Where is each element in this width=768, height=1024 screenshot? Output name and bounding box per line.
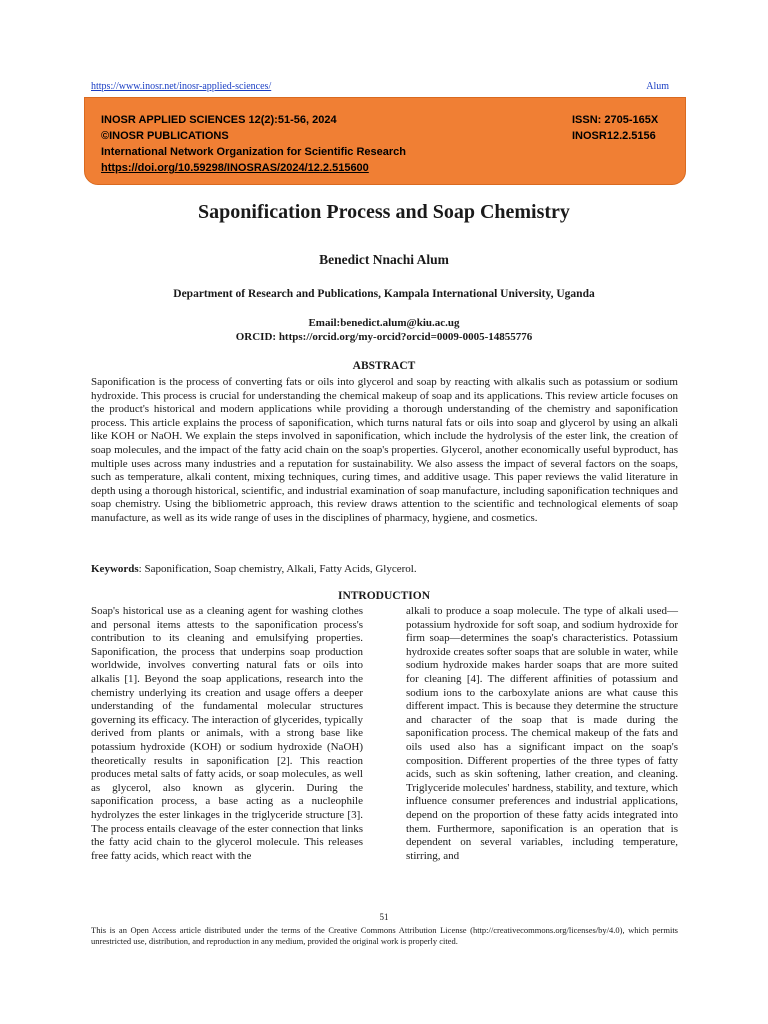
journal-url-link[interactable]: https://www.inosr.net/inosr-applied-sciences/ <box>91 81 272 92</box>
banner-right <box>572 112 658 144</box>
abstract-text: Saponification is the process of converting fats or oils into glycerol and soap by reacting with alkalis such as potassium or sodium hydroxide. This process is crucial for understanding the chemical makeup of soap and its applications. This review article focuses on the product's historical and modern applications while providing a thorough understanding of the chemistry and saponification process. This article explains the process of saponification, which turns natural fats or oils into soap and glycerol by using an alkali like KOH or NaOH. We explain the steps involved in saponification, which include the hydrolysis of the ester link, the creation of soap molecules, and the impact of the fatty acid chain on the soap's properties. Glycerol, another economically useful byproduct, has multiple uses across many industries and a reputation for sustainability. We also assess the impact of several factors on the soaps, such as temperature, alkali content, mixing techniques, curing times, and additive usage. This paper reviews the valid literature in depth using a thorough historical, scientific, and industrial examination of soap manufacture, including saponification techniques and soap chemistry. Using the bibliometric approach, this review draws attention to the scientific and technological elements of soap manufacture, as well as its wide range of uses in the disciplines of pharmacy, hygiene, and cosmetics. <box>91 376 678 524</box>
author-orcid: ORCID: https://orcid.org/my-orcid?orcid=0009-0005-14855776 <box>235 331 533 343</box>
page-number: 51 <box>379 912 389 922</box>
article-code: INOSR12.2.5156 <box>572 130 656 142</box>
affiliation: Department of Research and Publications, Kampala International University, Uganda <box>173 288 595 300</box>
license-footer: This is an Open Access article distributed under the terms of the Creative Commons Attribution License (http://creativecommons.org/licenses/by/4.0), which permits unrestricted use, distribution, and reproduction in any medium, provided the original work is properly cited. <box>91 925 678 946</box>
doi-link[interactable]: https://doi.org/10.59298/INOSRAS/2024/12.2.515600 <box>101 162 369 174</box>
introduction-right-column: alkali to produce a soap molecule. The type of alkali used—potassium hydroxide for soft soap, and sodium hydroxide for firm soap—determines the soap's characteristics. Potassium hydroxide creates softer soaps that are soluble in water, while sodium hydroxide makes harder soaps that are more suited for cleaning [4]. The different affinities of potassium and sodium ions to the carboxylate anions are what cause this different impact. This is because they determine the structure and character of the soap that is made during the saponification process. The chemical makeup of the fats and oils used also has a significant impact on the soap's composition. Different properties of the three types of fatty acids, such as skin softening, lather creation, and cleaning. Triglyceride molecules' hardness, stability, and texture, which influence consumer preferences and industrial applications, depend on the proportion of these fatty acids integrated into them. Furthermore, saponification is an operation that is dependent on several variables, including temperature, stirring, and <box>406 605 678 862</box>
keywords-label: Keywords <box>91 563 139 575</box>
publisher: ©INOSR PUBLICATIONS <box>101 130 229 142</box>
keywords <box>91 563 678 575</box>
organization: International Network Organization for Scientific Research <box>101 146 407 158</box>
keywords-list: : Saponification, Soap chemistry, Alkali, Fatty Acids, Glycerol. <box>138 563 417 575</box>
introduction-heading: INTRODUCTION <box>337 590 430 602</box>
journal-banner <box>84 97 686 185</box>
introduction-left-column: Soap's historical use as a cleaning agent for washing clothes and personal items attests to the saponification process's contribution to its cleaning and emulsifying properties. Saponification, the process that underpins soap production worldwide, involves converting natural fats or oils into alkalis [1]. Beyond the soap applications, research into the chemistry underlying its creation and usage offers a deeper understanding of the fundamental molecular structures governing its efficacy. The interaction of glycerides, typically derived from plants or animals, with a strong base like potassium hydroxide (KOH) or sodium hydroxide (NaOH) theoretically results in saponification [2]. This reaction produces metal salts of fatty acids, or soap molecules, as well as glycerol, also known as glycerin. During the saponification process, a base acting as a nucleophile hydrolyzes the ester linkages in the triglyceride structure [3]. The process entails cleavage of the ester connection that links the fatty acid chain to the glycerol molecule. This releases free fatty acids, which react with the <box>91 605 363 862</box>
author-email: Email:benedict.alum@kiu.ac.ug <box>308 317 460 329</box>
abstract-heading: ABSTRACT <box>352 360 416 372</box>
issn: ISSN: 2705-165X <box>572 114 659 126</box>
running-author: Alum <box>646 81 669 92</box>
banner-left <box>101 112 406 176</box>
journal-citation: INOSR APPLIED SCIENCES 12(2):51-56, 2024 <box>101 114 337 126</box>
paper-title: Saponification Process and Soap Chemistry <box>198 201 570 223</box>
author-name: Benedict Nnachi Alum <box>319 252 449 267</box>
